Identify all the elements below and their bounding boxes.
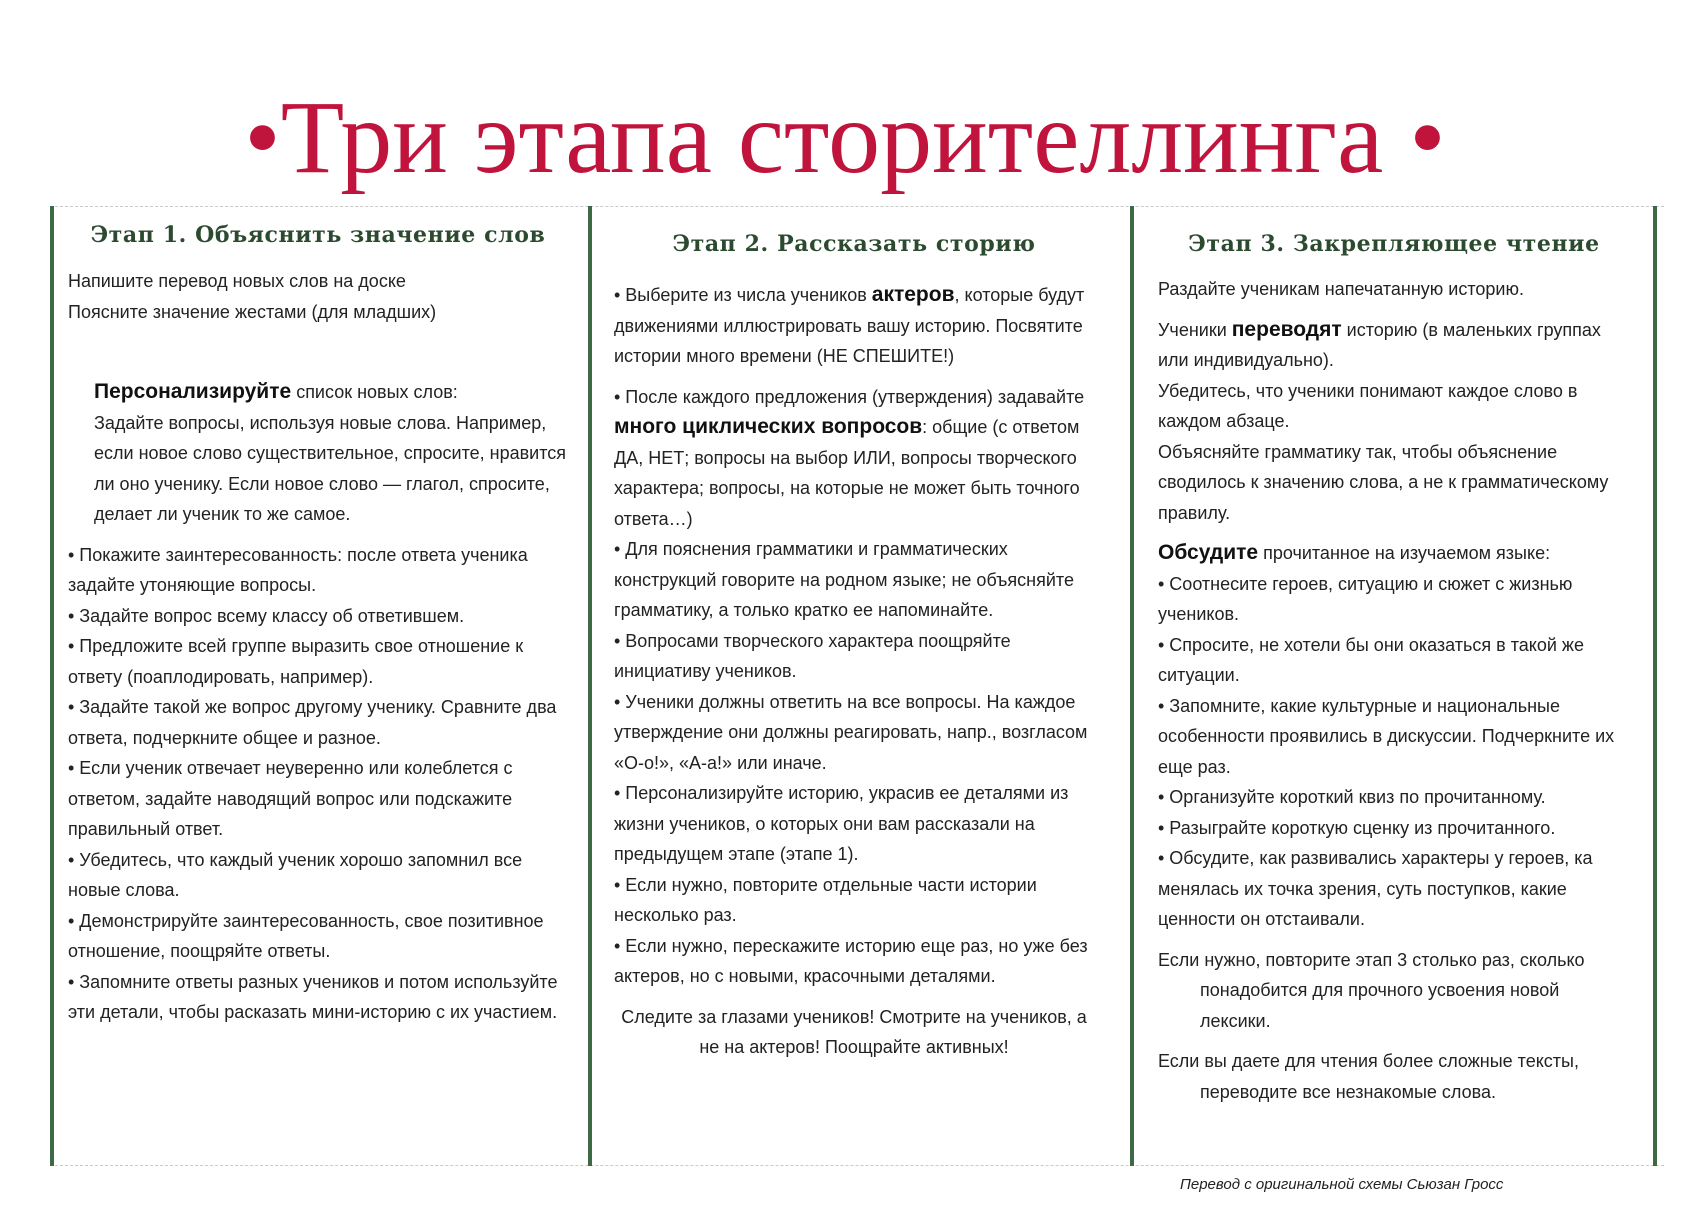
column-rule xyxy=(588,206,592,1166)
list-item: • Для пояснения грамматики и грамматических конструкций говорите на родном языке; не объясняйте грамматику, а только кратко ее напоминайте. xyxy=(614,539,1074,620)
list-item: • Задайте такой же вопрос другому ученику. Сравните два ответа, подчеркните общее и разное. xyxy=(68,697,557,748)
stage-3-paragraph: Раздайте ученикам напечатанную историю. xyxy=(1158,279,1524,299)
list-item: • Если нужно, повторите отдельные части истории несколько раз. xyxy=(614,874,1037,925)
personalize-body: Задайте вопросы, используя новые слова. Например, если новое слово существительное, спросите, нравится ли оно ученику. Если новое слово — глагол, спросите, делает ли ученик то же самое. xyxy=(94,412,567,524)
translate-text: историю (в маленьких группах или индивидуально). xyxy=(1158,319,1601,370)
list-item: • Если ученик отвечает неуверенно или колеблется с ответом, задайте наводящий вопрос или подскажите правильный ответ. xyxy=(68,758,513,839)
page-title: •Три этапа сторителлинга • xyxy=(244,80,1446,195)
discuss-title xyxy=(1158,538,1630,569)
questions-text: • После каждого предложения (утверждения) задавайте xyxy=(614,386,1085,407)
personalize-strong: Персонализируйте xyxy=(94,380,292,403)
stage-3-paragraph: Объясняйте грамматику так, чтобы объяснение сводилось к значению слова, а не к грамматическому правилу. xyxy=(1158,441,1609,523)
list-item: • Покажите заинтересованность: после ответа ученика задайте утоняющие вопросы. xyxy=(68,544,528,595)
actors-text: • Выберите из числа учеников xyxy=(614,285,872,305)
translate-text: Ученики xyxy=(1158,319,1232,340)
list-item: • Демонстрируйте заинтересованность, свое позитивное отношение, поощряйте ответы. xyxy=(68,910,544,961)
repeat-note: Если нужно, повторите этап 3 столько раз, сколько понадобится для прочного усвоения новой лексики. xyxy=(1158,949,1585,1031)
actors-strong: актеров xyxy=(871,283,955,306)
stage-1-bullets xyxy=(68,540,568,1028)
questions-strong: много циклических вопросов xyxy=(614,415,923,438)
translate-strong: переводят xyxy=(1231,317,1342,341)
list-item: • Спросите, не хотели бы они оказаться в такой же ситуации. xyxy=(1158,634,1584,685)
column-rule xyxy=(50,206,54,1166)
translate-paragraph xyxy=(1158,315,1630,376)
list-item: • Организуйте короткий квиз по прочитанному. xyxy=(1158,787,1546,807)
personalize-block xyxy=(68,377,568,530)
list-item: • Ученики должны ответить на все вопросы. На каждое утверждение они должны реагировать, напр., возгласом «О-о!», «А-а!» или иначе. xyxy=(614,691,1088,773)
list-item: • Предложите всей группе выразить свое отношение к ответу (поаплодировать, например). xyxy=(68,636,524,687)
source-footnote: Перевод с оригинальной схемы Сьюзан Гросс xyxy=(1180,1176,1504,1193)
stage-2-column xyxy=(614,206,1094,1164)
column-rule xyxy=(1130,206,1134,1166)
list-item: • Обсудите, как развивались характеры у героев, ка менялась их точка зрения, суть поступков, какие ценности он отстаивали. xyxy=(1158,848,1593,929)
stage-1-intro: Поясните значение жестами (для младших) xyxy=(68,301,437,322)
stage-2-heading: Этап 2. Рассказать сторию xyxy=(672,231,1036,257)
questions-text: : общие (с ответом ДА, НЕТ; вопросы на выбор ИЛИ, вопросы творческого характера; вопросы, на которые не может быть точного ответа…) xyxy=(614,417,1080,529)
discuss-rest: прочитанное на изучаемом языке: xyxy=(1258,543,1551,563)
actors-paragraph xyxy=(614,280,1094,372)
stage-1-intro: Напишите перевод новых слов на доске xyxy=(68,271,406,291)
list-item: • Запомните, какие культурные и национальные особенности проявились в дискуссии. Подчеркните их еще раз. xyxy=(1158,695,1615,777)
list-item: • Разыграйте короткую сценку из прочитанного. xyxy=(1158,817,1556,838)
list-item: • Запомните ответы разных учеников и потом используйте эти детали, чтобы расказать мини-историю с их участием. xyxy=(68,971,558,1022)
actors-text: , которые будут движениями иллюстрировать вашу историю. Посвятите истории много времени (НЕ СПЕШИТЕ!) xyxy=(614,285,1085,366)
stage-3-column xyxy=(1158,206,1630,1164)
list-item: • Персонализируйте историю, украсив ее деталями из жизни учеников, о которых они вам рассказали на предыдущем этапе (этапе 1). xyxy=(614,783,1069,864)
personalize-rest: список новых слов: xyxy=(291,382,458,402)
stage-2-closing: Следите за глазами учеников! Смотрите на учеников, а не на актеров! Поощрайте активных! xyxy=(621,1006,1087,1057)
stage-3-heading: Этап 3. Закрепляющее чтение xyxy=(1188,231,1600,257)
list-item: • Вопросами творческого характера поощряйте инициативу учеников. xyxy=(614,630,1011,681)
list-item: • Соотнесите героев, ситуацию и сюжет с жизнью учеников. xyxy=(1158,573,1573,624)
questions-paragraph xyxy=(614,382,1094,535)
stage-3-paragraph: Убедитесь, что ученики понимают каждое слово в каждом абзаце. xyxy=(1158,380,1578,431)
list-item: • Если нужно, перескажите историю еще раз, но уже без актеров, но с новыми, красочными деталями. xyxy=(614,935,1088,986)
personalize-title xyxy=(94,377,568,408)
stage-1-column xyxy=(68,206,568,1164)
list-item: • Убедитесь, что каждый ученик хорошо запомнил все новые слова. xyxy=(68,849,523,900)
discuss-strong: Обсудите xyxy=(1158,541,1259,564)
stage-1-heading: Этап 1. Объяснить значение слов xyxy=(90,222,546,248)
column-rule xyxy=(1653,206,1657,1166)
list-item: • Задайте вопрос всему классу об ответившем. xyxy=(68,605,465,626)
complex-texts-note: Если вы даете для чтения более сложные тексты, переводите все незнакомые слова. xyxy=(1158,1051,1579,1102)
